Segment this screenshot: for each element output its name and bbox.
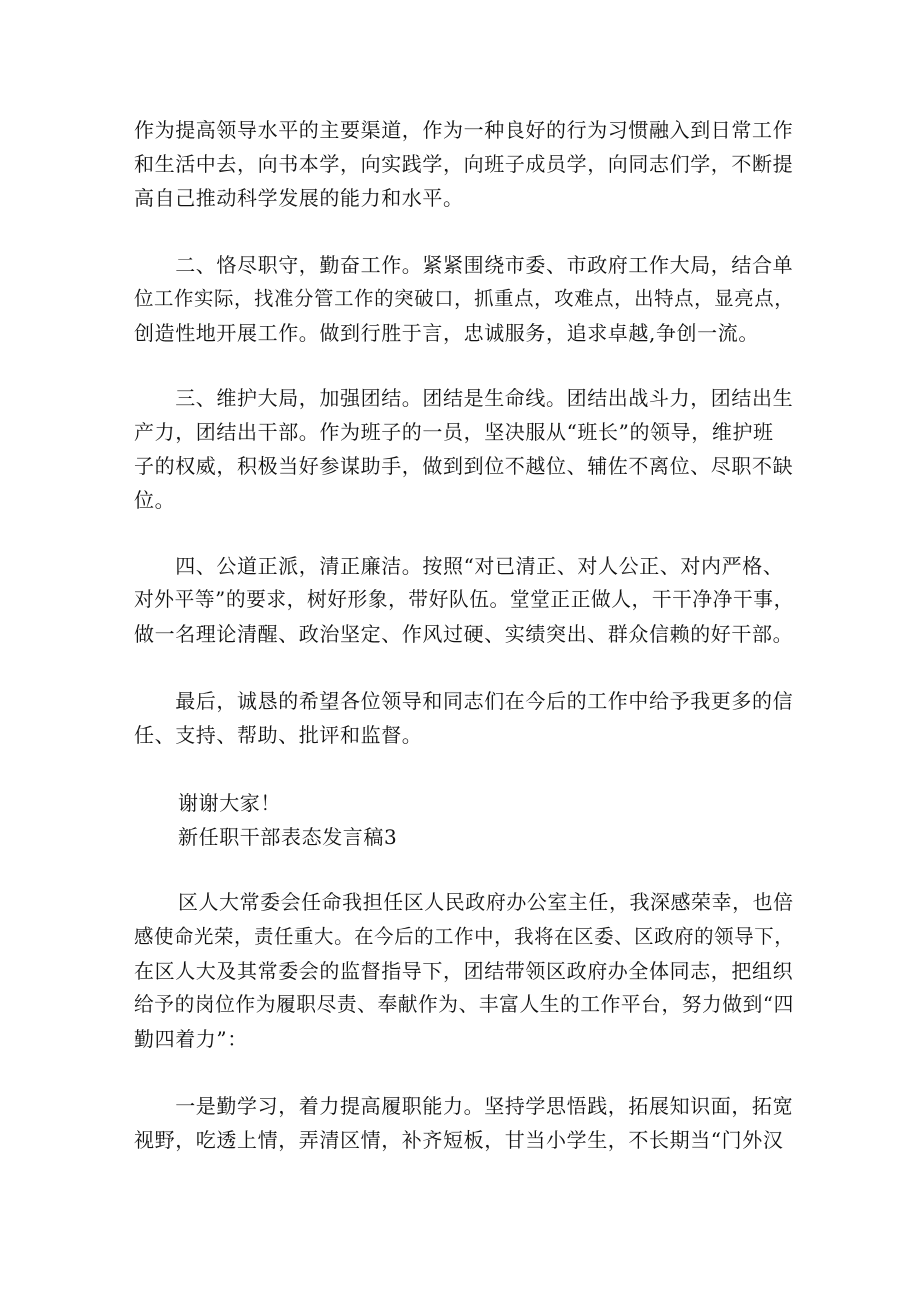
text-line: 做一名理论清醒、政治坚定、作风过硬、实绩突出、群众信赖的好干部。 — [134, 622, 794, 646]
paragraph-study-continuation — [134, 113, 794, 215]
paragraph-diligent-work — [134, 248, 794, 350]
text-line: 对外平等”的要求，树好形象，带好队伍。堂堂正正做人，干干净净干事， — [134, 588, 794, 611]
text-line: 视野，吃透上情，弄清区情，补齐短板，甘当小学生，不长期当“门外汉 — [134, 1128, 784, 1152]
paragraph-appointment — [134, 886, 794, 1056]
text-line: 在区人大及其常委会的监督指导下，团结带领区政府办全体同志，把组织 — [134, 959, 794, 983]
text-line: 给予的岗位作为履职尽责、奉献作为、丰富人生的工作平台，努力做到“四 — [134, 993, 794, 1016]
text-line: 任、支持、帮助、批评和监督。 — [134, 723, 423, 747]
text-line: 感使命光荣，责任重大。在今后的工作中，我将在区委、区政府的领导下， — [134, 925, 795, 948]
text-line: 作为提高领导水平的主要渠道，作为一种良好的行为习惯融入到日常工作 — [134, 118, 794, 142]
section-title: 新任职干部表态发言稿3 — [178, 825, 398, 849]
thanks-line: 谢谢大家！ — [178, 791, 281, 815]
text-line: 子的权威，积极当好参谋助手，做到到位不越位、辅佐不离位、尽职不缺 — [134, 454, 794, 478]
text-line: 产力，团结出干部。作为班子的一员，坚决服从“班长”的领导，维护班 — [134, 420, 774, 444]
paragraph-integrity — [134, 549, 794, 651]
text-line: 勤四着力”： — [134, 1027, 248, 1051]
text-line: 位工作实际，找准分管工作的突破口，抓重点，攻难点，出特点，显亮点， — [134, 287, 795, 310]
text-line: 区人大常委会任命我担任区人民政府办公室主任，我深感荣幸，也倍 — [178, 891, 794, 914]
text-line: 二、恪尽职守，勤奋工作。紧紧围绕市委、市政府工作大局，结合单 — [134, 253, 794, 277]
text-line: 最后，诚恳的希望各位领导和同志们在今后的工作中给予我更多的信 — [134, 689, 794, 713]
text-line: 创造性地开展工作。做到行胜于言，忠诚服务，追求卓越,争创一流。 — [134, 321, 759, 345]
text-line: 位。 — [134, 488, 176, 512]
text-line: 三、维护大局，加强团结。团结是生命线。团结出战斗力，团结出生 — [134, 386, 794, 410]
text-line: 和生活中去，向书本学，向实践学，向班子成员学，向同志们学，不断提 — [134, 152, 794, 176]
paragraph-diligent-study — [134, 1089, 794, 1157]
paragraph-closing — [134, 684, 794, 752]
paragraph-unity — [134, 381, 794, 517]
text-line: 一是勤学习，着力提高履职能力。坚持学思悟践，拓展知识面，拓宽 — [134, 1094, 794, 1118]
text-line: 四、公道正派，清正廉洁。按照“对已清正、对人公正、对内严格、 — [134, 554, 784, 578]
text-line: 高自己推动科学发展的能力和水平。 — [134, 186, 464, 210]
